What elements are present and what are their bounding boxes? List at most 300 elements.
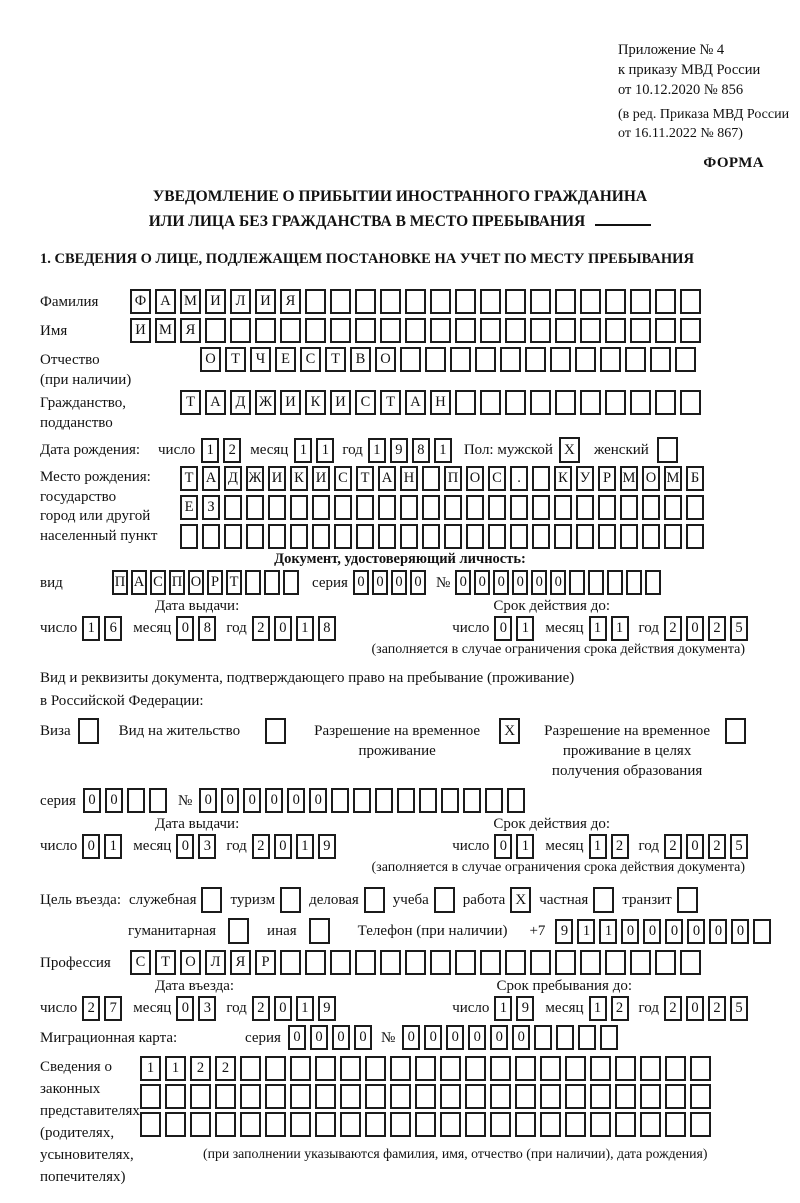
char-cell[interactable]: 0 [490, 1025, 508, 1050]
char-cell[interactable]: 0 [354, 1025, 372, 1050]
char-cell[interactable] [425, 347, 446, 372]
char-cell[interactable]: М [620, 466, 638, 491]
char-cell[interactable] [532, 495, 550, 520]
char-cell[interactable]: Я [230, 950, 251, 975]
char-cell[interactable]: О [375, 347, 396, 372]
char-cell[interactable]: 3 [198, 834, 216, 859]
char-cell[interactable] [283, 570, 299, 595]
char-cell[interactable] [422, 466, 440, 491]
char-cell[interactable] [455, 390, 476, 415]
char-cell[interactable] [655, 390, 676, 415]
char-cell[interactable]: 1 [296, 834, 314, 859]
char-cell[interactable] [532, 466, 550, 491]
char-cell[interactable]: 2 [708, 834, 726, 859]
char-cell[interactable]: А [405, 390, 426, 415]
char-cell[interactable]: 0 [621, 919, 639, 944]
char-cell[interactable]: М [664, 466, 682, 491]
char-cell[interactable] [588, 570, 604, 595]
char-cell[interactable] [315, 1056, 336, 1081]
char-cell[interactable]: Е [275, 347, 296, 372]
char-cell[interactable] [255, 318, 276, 343]
char-cell[interactable] [165, 1112, 186, 1137]
char-cell[interactable]: 2 [664, 996, 682, 1021]
char-cell[interactable] [264, 570, 280, 595]
char-cell[interactable] [626, 570, 642, 595]
char-cell[interactable] [600, 1025, 618, 1050]
char-cell[interactable] [415, 1056, 436, 1081]
char-cell[interactable] [440, 1112, 461, 1137]
char-cell[interactable]: О [642, 466, 660, 491]
char-cell[interactable] [655, 318, 676, 343]
char-cell[interactable] [397, 788, 415, 813]
char-cell[interactable] [240, 1056, 261, 1081]
char-cell[interactable] [466, 495, 484, 520]
char-cell[interactable]: 1 [611, 616, 629, 641]
char-cell[interactable]: И [130, 318, 151, 343]
purpose-private-checkbox[interactable] [593, 887, 614, 913]
char-cell[interactable] [580, 950, 601, 975]
char-cell[interactable]: 0 [686, 996, 704, 1021]
char-cell[interactable] [630, 950, 651, 975]
char-cell[interactable]: 9 [318, 996, 336, 1021]
char-cell[interactable]: 1 [104, 834, 122, 859]
char-cell[interactable]: И [280, 390, 301, 415]
char-cell[interactable] [305, 318, 326, 343]
char-cell[interactable]: 2 [252, 996, 270, 1021]
char-cell[interactable]: З [202, 495, 220, 520]
char-cell[interactable] [246, 524, 264, 549]
char-cell[interactable]: 0 [274, 834, 292, 859]
char-cell[interactable]: 0 [176, 834, 194, 859]
char-cell[interactable] [555, 390, 576, 415]
char-cell[interactable] [440, 1084, 461, 1109]
char-cell[interactable]: Т [225, 347, 246, 372]
char-cell[interactable] [480, 318, 501, 343]
char-cell[interactable] [215, 1112, 236, 1137]
char-cell[interactable] [640, 1056, 661, 1081]
char-cell[interactable] [455, 950, 476, 975]
char-cell[interactable] [640, 1084, 661, 1109]
char-cell[interactable]: 2 [252, 834, 270, 859]
char-cell[interactable] [565, 1084, 586, 1109]
char-cell[interactable] [485, 788, 503, 813]
char-cell[interactable] [215, 1084, 236, 1109]
char-cell[interactable] [140, 1112, 161, 1137]
char-cell[interactable] [180, 524, 198, 549]
char-cell[interactable]: Б [686, 466, 704, 491]
purpose-study-checkbox[interactable] [434, 887, 455, 913]
char-cell[interactable] [615, 1084, 636, 1109]
char-cell[interactable] [400, 524, 418, 549]
char-cell[interactable] [575, 347, 596, 372]
char-cell[interactable]: 3 [198, 996, 216, 1021]
char-cell[interactable]: Я [280, 289, 301, 314]
char-cell[interactable]: Л [230, 289, 251, 314]
char-cell[interactable] [190, 1112, 211, 1137]
char-cell[interactable] [245, 570, 261, 595]
char-cell[interactable]: Т [325, 347, 346, 372]
gender-female-checkbox[interactable] [657, 437, 678, 463]
char-cell[interactable]: 1 [599, 919, 617, 944]
char-cell[interactable]: Ф [130, 289, 151, 314]
char-cell[interactable]: 0 [309, 788, 327, 813]
char-cell[interactable]: 1 [434, 438, 452, 463]
char-cell[interactable] [202, 524, 220, 549]
char-cell[interactable] [444, 524, 462, 549]
char-cell[interactable] [480, 289, 501, 314]
char-cell[interactable] [630, 289, 651, 314]
char-cell[interactable] [390, 1084, 411, 1109]
char-cell[interactable] [330, 950, 351, 975]
char-cell[interactable]: Н [430, 390, 451, 415]
char-cell[interactable] [455, 289, 476, 314]
char-cell[interactable] [532, 524, 550, 549]
char-cell[interactable] [530, 390, 551, 415]
char-cell[interactable]: 0 [221, 788, 239, 813]
char-cell[interactable] [620, 495, 638, 520]
char-cell[interactable]: 0 [446, 1025, 464, 1050]
char-cell[interactable]: К [305, 390, 326, 415]
char-cell[interactable] [290, 495, 308, 520]
char-cell[interactable]: 1 [201, 438, 219, 463]
char-cell[interactable]: 0 [410, 570, 426, 595]
char-cell[interactable] [405, 950, 426, 975]
char-cell[interactable]: 0 [468, 1025, 486, 1050]
char-cell[interactable] [605, 390, 626, 415]
char-cell[interactable] [510, 524, 528, 549]
char-cell[interactable]: О [466, 466, 484, 491]
char-cell[interactable]: Д [230, 390, 251, 415]
char-cell[interactable]: 0 [665, 919, 683, 944]
temp-residence-checkbox[interactable]: X [499, 718, 520, 744]
char-cell[interactable]: 0 [512, 570, 528, 595]
purpose-business-checkbox[interactable] [364, 887, 385, 913]
char-cell[interactable]: Т [180, 390, 201, 415]
char-cell[interactable] [505, 289, 526, 314]
char-cell[interactable] [550, 347, 571, 372]
char-cell[interactable] [331, 788, 349, 813]
char-cell[interactable] [615, 1112, 636, 1137]
char-cell[interactable]: 9 [318, 834, 336, 859]
char-cell[interactable]: 2 [664, 834, 682, 859]
char-cell[interactable] [686, 495, 704, 520]
char-cell[interactable]: Ж [255, 390, 276, 415]
char-cell[interactable] [505, 390, 526, 415]
char-cell[interactable]: О [188, 570, 204, 595]
char-cell[interactable]: М [155, 318, 176, 343]
char-cell[interactable] [488, 495, 506, 520]
char-cell[interactable] [365, 1084, 386, 1109]
char-cell[interactable] [555, 289, 576, 314]
char-cell[interactable] [655, 950, 676, 975]
char-cell[interactable]: П [112, 570, 128, 595]
char-cell[interactable]: 0 [424, 1025, 442, 1050]
char-cell[interactable] [490, 1056, 511, 1081]
char-cell[interactable]: 8 [412, 438, 430, 463]
char-cell[interactable] [240, 1084, 261, 1109]
char-cell[interactable] [605, 289, 626, 314]
char-cell[interactable]: Д [224, 466, 242, 491]
char-cell[interactable]: А [378, 466, 396, 491]
char-cell[interactable]: 1 [294, 438, 312, 463]
char-cell[interactable] [405, 289, 426, 314]
char-cell[interactable]: И [330, 390, 351, 415]
char-cell[interactable] [415, 1112, 436, 1137]
char-cell[interactable]: 2 [708, 996, 726, 1021]
char-cell[interactable]: 2 [708, 616, 726, 641]
char-cell[interactable] [224, 495, 242, 520]
char-cell[interactable] [390, 1056, 411, 1081]
char-cell[interactable] [380, 950, 401, 975]
char-cell[interactable]: И [255, 289, 276, 314]
char-cell[interactable]: 5 [730, 834, 748, 859]
char-cell[interactable]: 0 [686, 616, 704, 641]
char-cell[interactable] [466, 524, 484, 549]
char-cell[interactable] [576, 495, 594, 520]
char-cell[interactable]: 1 [296, 616, 314, 641]
char-cell[interactable]: 1 [368, 438, 386, 463]
char-cell[interactable] [600, 347, 621, 372]
char-cell[interactable]: М [180, 289, 201, 314]
char-cell[interactable]: С [355, 390, 376, 415]
char-cell[interactable] [505, 318, 526, 343]
char-cell[interactable] [480, 950, 501, 975]
char-cell[interactable] [580, 390, 601, 415]
char-cell[interactable] [475, 347, 496, 372]
char-cell[interactable] [753, 919, 771, 944]
char-cell[interactable] [555, 950, 576, 975]
char-cell[interactable] [530, 289, 551, 314]
char-cell[interactable]: В [350, 347, 371, 372]
char-cell[interactable]: 0 [687, 919, 705, 944]
purpose-humanitarian-checkbox[interactable] [228, 918, 249, 944]
char-cell[interactable]: П [169, 570, 185, 595]
char-cell[interactable] [630, 390, 651, 415]
char-cell[interactable] [569, 570, 585, 595]
temp-residence-education-checkbox[interactable] [725, 718, 746, 744]
char-cell[interactable] [664, 524, 682, 549]
char-cell[interactable]: 0 [550, 570, 566, 595]
char-cell[interactable] [665, 1112, 686, 1137]
char-cell[interactable] [334, 524, 352, 549]
char-cell[interactable]: 1 [316, 438, 334, 463]
char-cell[interactable]: 9 [516, 996, 534, 1021]
char-cell[interactable] [505, 950, 526, 975]
char-cell[interactable] [490, 1112, 511, 1137]
char-cell[interactable] [330, 318, 351, 343]
char-cell[interactable] [224, 524, 242, 549]
char-cell[interactable] [353, 788, 371, 813]
char-cell[interactable]: 2 [664, 616, 682, 641]
char-cell[interactable] [290, 524, 308, 549]
char-cell[interactable]: 8 [198, 616, 216, 641]
char-cell[interactable]: 0 [474, 570, 490, 595]
char-cell[interactable] [525, 347, 546, 372]
char-cell[interactable] [576, 524, 594, 549]
char-cell[interactable]: П [444, 466, 462, 491]
char-cell[interactable] [625, 347, 646, 372]
char-cell[interactable] [430, 950, 451, 975]
char-cell[interactable]: 1 [589, 834, 607, 859]
char-cell[interactable]: С [334, 466, 352, 491]
char-cell[interactable] [365, 1056, 386, 1081]
char-cell[interactable]: 0 [332, 1025, 350, 1050]
char-cell[interactable]: К [554, 466, 572, 491]
char-cell[interactable] [422, 495, 440, 520]
char-cell[interactable]: 1 [82, 616, 100, 641]
char-cell[interactable]: О [180, 950, 201, 975]
char-cell[interactable] [680, 289, 701, 314]
char-cell[interactable]: С [150, 570, 166, 595]
char-cell[interactable]: 2 [252, 616, 270, 641]
char-cell[interactable] [312, 495, 330, 520]
char-cell[interactable] [642, 524, 660, 549]
char-cell[interactable] [149, 788, 167, 813]
char-cell[interactable] [265, 1112, 286, 1137]
char-cell[interactable] [315, 1084, 336, 1109]
char-cell[interactable] [530, 950, 551, 975]
char-cell[interactable] [390, 1112, 411, 1137]
char-cell[interactable] [205, 318, 226, 343]
char-cell[interactable] [655, 289, 676, 314]
char-cell[interactable] [356, 495, 374, 520]
char-cell[interactable] [530, 318, 551, 343]
char-cell[interactable]: 0 [82, 834, 100, 859]
char-cell[interactable]: А [131, 570, 147, 595]
char-cell[interactable] [554, 495, 572, 520]
char-cell[interactable] [315, 1112, 336, 1137]
char-cell[interactable]: С [488, 466, 506, 491]
char-cell[interactable]: 0 [402, 1025, 420, 1050]
gender-male-checkbox[interactable]: X [559, 437, 580, 463]
char-cell[interactable] [375, 788, 393, 813]
char-cell[interactable] [565, 1056, 586, 1081]
char-cell[interactable]: Л [205, 950, 226, 975]
char-cell[interactable] [280, 950, 301, 975]
char-cell[interactable]: . [510, 466, 528, 491]
char-cell[interactable] [230, 318, 251, 343]
char-cell[interactable] [246, 495, 264, 520]
char-cell[interactable] [540, 1056, 561, 1081]
char-cell[interactable] [400, 347, 421, 372]
char-cell[interactable] [334, 495, 352, 520]
char-cell[interactable] [630, 318, 651, 343]
char-cell[interactable]: Ж [246, 466, 264, 491]
char-cell[interactable]: 1 [165, 1056, 186, 1081]
char-cell[interactable] [555, 318, 576, 343]
char-cell[interactable] [268, 495, 286, 520]
char-cell[interactable] [290, 1056, 311, 1081]
char-cell[interactable] [405, 318, 426, 343]
char-cell[interactable] [515, 1056, 536, 1081]
char-cell[interactable] [355, 950, 376, 975]
char-cell[interactable]: Р [598, 466, 616, 491]
char-cell[interactable]: 1 [516, 616, 534, 641]
char-cell[interactable] [430, 289, 451, 314]
char-cell[interactable]: 5 [730, 616, 748, 641]
char-cell[interactable]: О [200, 347, 221, 372]
char-cell[interactable] [554, 524, 572, 549]
char-cell[interactable]: 0 [731, 919, 749, 944]
char-cell[interactable] [590, 1056, 611, 1081]
char-cell[interactable]: 9 [555, 919, 573, 944]
char-cell[interactable] [240, 1112, 261, 1137]
char-cell[interactable] [675, 347, 696, 372]
char-cell[interactable] [540, 1084, 561, 1109]
visa-checkbox[interactable] [78, 718, 99, 744]
char-cell[interactable] [312, 524, 330, 549]
char-cell[interactable]: 0 [686, 834, 704, 859]
char-cell[interactable] [268, 524, 286, 549]
char-cell[interactable]: 0 [105, 788, 123, 813]
char-cell[interactable]: 6 [104, 616, 122, 641]
char-cell[interactable]: А [202, 466, 220, 491]
char-cell[interactable] [645, 570, 661, 595]
char-cell[interactable]: 8 [318, 616, 336, 641]
char-cell[interactable] [690, 1084, 711, 1109]
char-cell[interactable] [556, 1025, 574, 1050]
char-cell[interactable]: Н [400, 466, 418, 491]
purpose-work-checkbox[interactable]: X [510, 887, 531, 913]
char-cell[interactable] [605, 950, 626, 975]
char-cell[interactable] [355, 318, 376, 343]
char-cell[interactable] [640, 1112, 661, 1137]
char-cell[interactable] [415, 1084, 436, 1109]
char-cell[interactable] [664, 495, 682, 520]
char-cell[interactable] [444, 495, 462, 520]
char-cell[interactable] [378, 495, 396, 520]
char-cell[interactable] [378, 524, 396, 549]
char-cell[interactable] [380, 289, 401, 314]
char-cell[interactable] [642, 495, 660, 520]
char-cell[interactable] [515, 1084, 536, 1109]
char-cell[interactable] [680, 318, 701, 343]
char-cell[interactable] [598, 495, 616, 520]
char-cell[interactable] [620, 524, 638, 549]
char-cell[interactable] [465, 1112, 486, 1137]
char-cell[interactable]: 5 [730, 996, 748, 1021]
char-cell[interactable] [680, 390, 701, 415]
char-cell[interactable] [380, 318, 401, 343]
char-cell[interactable] [665, 1056, 686, 1081]
char-cell[interactable] [680, 950, 701, 975]
char-cell[interactable]: Е [180, 495, 198, 520]
char-cell[interactable]: Т [226, 570, 242, 595]
char-cell[interactable]: А [205, 390, 226, 415]
char-cell[interactable]: 2 [82, 996, 100, 1021]
char-cell[interactable]: Я [180, 318, 201, 343]
char-cell[interactable]: 0 [493, 570, 509, 595]
char-cell[interactable]: 0 [455, 570, 471, 595]
char-cell[interactable] [490, 1084, 511, 1109]
char-cell[interactable]: 2 [611, 996, 629, 1021]
char-cell[interactable] [540, 1112, 561, 1137]
char-cell[interactable]: А [155, 289, 176, 314]
char-cell[interactable] [290, 1084, 311, 1109]
char-cell[interactable]: 0 [199, 788, 217, 813]
char-cell[interactable] [330, 289, 351, 314]
char-cell[interactable]: И [312, 466, 330, 491]
char-cell[interactable]: 0 [83, 788, 101, 813]
char-cell[interactable] [607, 570, 623, 595]
purpose-tourism-checkbox[interactable] [280, 887, 301, 913]
char-cell[interactable] [290, 1112, 311, 1137]
char-cell[interactable]: 0 [274, 996, 292, 1021]
char-cell[interactable]: Ч [250, 347, 271, 372]
char-cell[interactable] [465, 1056, 486, 1081]
char-cell[interactable]: 1 [516, 834, 534, 859]
char-cell[interactable]: Т [155, 950, 176, 975]
